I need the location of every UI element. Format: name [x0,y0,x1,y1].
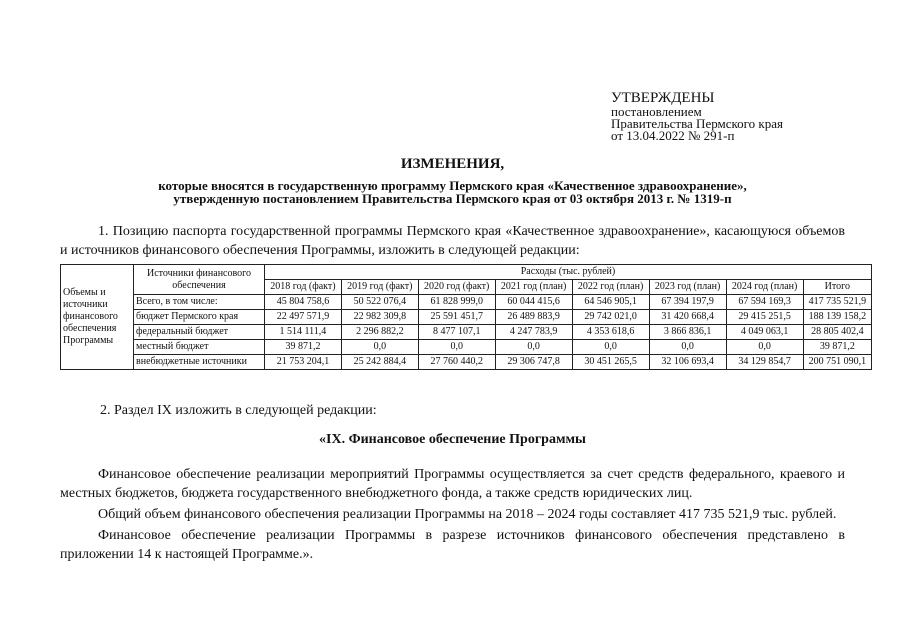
row-label: Всего, в том числе: [134,295,265,310]
table-row [61,310,872,325]
table-cell: 45 804 758,6 [265,295,342,310]
body-paragraph-3: Финансовое обеспечение реализации Программы в разрезе источников финансового обеспечения представлено в приложении 14 к настоящей Программе.». [60,528,845,562]
year-header: 2018 год (факт) [265,280,342,295]
table-cell: 29 306 747,8 [495,355,572,370]
approval-block [611,90,783,142]
table-cell: 0,0 [726,340,803,355]
section-body [60,465,845,566]
subtitle-line-1: которые вносятся в государственную программу Пермского края «Качественное здравоохранение», [158,178,747,193]
year-header: 2022 год (план) [572,280,649,295]
table-cell: 67 394 197,9 [649,295,726,310]
table-cell: 25 591 451,7 [418,310,495,325]
table-row [61,295,872,310]
table-cell: 21 753 204,1 [265,355,342,370]
document-subtitle [60,179,845,205]
row-label: местный бюджет [134,340,265,355]
table-cell: 28 805 402,4 [803,325,871,340]
table-cell: 0,0 [495,340,572,355]
row-label: федеральный бюджет [134,325,265,340]
table-cell: 26 489 883,9 [495,310,572,325]
table-cell: 61 828 999,0 [418,295,495,310]
table-cell: 31 420 668,4 [649,310,726,325]
table-cell: 0,0 [649,340,726,355]
row-label: внебюджетные источники [134,355,265,370]
table-cell: 22 497 571,9 [265,310,342,325]
approval-line-3: Правительства Пермского края [611,116,783,131]
row-label: бюджет Пермского края [134,310,265,325]
table-cell: 4 049 063,1 [726,325,803,340]
table-cell: 29 742 021,0 [572,310,649,325]
table-cell: 200 751 090,1 [803,355,871,370]
year-header: 2021 год (план) [495,280,572,295]
table-cell: 0,0 [572,340,649,355]
table-cell: 1 514 111,4 [265,325,342,340]
table-side-label: Объемы и источники финансового обеспечения Программы [61,265,134,370]
table-cell: 39 871,2 [803,340,871,355]
table-cell: 4 247 783,9 [495,325,572,340]
body-paragraph-2: Общий объем финансового обеспечения реализации Программы на 2018 – 2024 годы составляет 417 735 521,9 тыс. рублей. [98,507,837,522]
financing-table [60,264,872,370]
body-paragraph-1: Финансовое обеспечение реализации мероприятий Программы осуществляется за счет средств федерального, краевого и местных бюджетов, бюджета государственного внебюджетного фонда, а также средств юридических лиц. [60,467,845,501]
year-header: Итого [803,280,871,295]
year-header: 2023 год (план) [649,280,726,295]
table-cell: 188 139 158,2 [803,310,871,325]
section-title: «IX. Финансовое обеспечение Программы [319,432,586,447]
document-title: ИЗМЕНЕНИЯ, [400,156,505,172]
paragraph-2: 2. Раздел IX изложить в следующей редакции: [100,403,377,418]
table-cell: 2 296 882,2 [341,325,418,340]
approval-heading: УТВЕРЖДЕНЫ [611,90,715,106]
table-row [61,340,872,355]
sources-header: Источники финансового обеспечения [134,265,265,295]
table-cell: 50 522 076,4 [341,295,418,310]
approval-line-2: постановлением [611,104,702,119]
table-cell: 0,0 [341,340,418,355]
table-cell: 4 353 618,6 [572,325,649,340]
expenses-header: Расходы (тыс. рублей) [265,265,872,280]
table-cell: 32 106 693,4 [649,355,726,370]
year-header: 2024 год (план) [726,280,803,295]
table-cell: 25 242 884,4 [341,355,418,370]
table-cell: 417 735 521,9 [803,295,871,310]
table-cell: 30 451 265,5 [572,355,649,370]
paragraph-1: 1. Позицию паспорта государственной программы Пермского края «Качественное здравоохранение», касающуюся объемов и источников финансового обеспечения Программы, изложить в следующей редакции: [60,224,845,258]
table-cell: 3 866 836,1 [649,325,726,340]
table-cell: 27 760 440,2 [418,355,495,370]
table-cell: 39 871,2 [265,340,342,355]
table-header-row-1 [61,265,872,280]
table-row [61,325,872,340]
year-header: 2020 год (факт) [418,280,495,295]
year-header: 2019 год (факт) [341,280,418,295]
table-row [61,355,872,370]
table-cell: 22 982 309,8 [341,310,418,325]
subtitle-line-2: утвержденную постановлением Правительства Пермского края от 03 октября 2013 г. № 1319-п [173,191,732,206]
table-cell: 67 594 169,3 [726,295,803,310]
approval-line-4: от 13.04.2022 № 291-п [611,128,735,143]
table-cell: 64 546 905,1 [572,295,649,310]
table-cell: 34 129 854,7 [726,355,803,370]
table-cell: 8 477 107,1 [418,325,495,340]
table-cell: 29 415 251,5 [726,310,803,325]
table-cell: 0,0 [418,340,495,355]
table-cell: 60 044 415,6 [495,295,572,310]
